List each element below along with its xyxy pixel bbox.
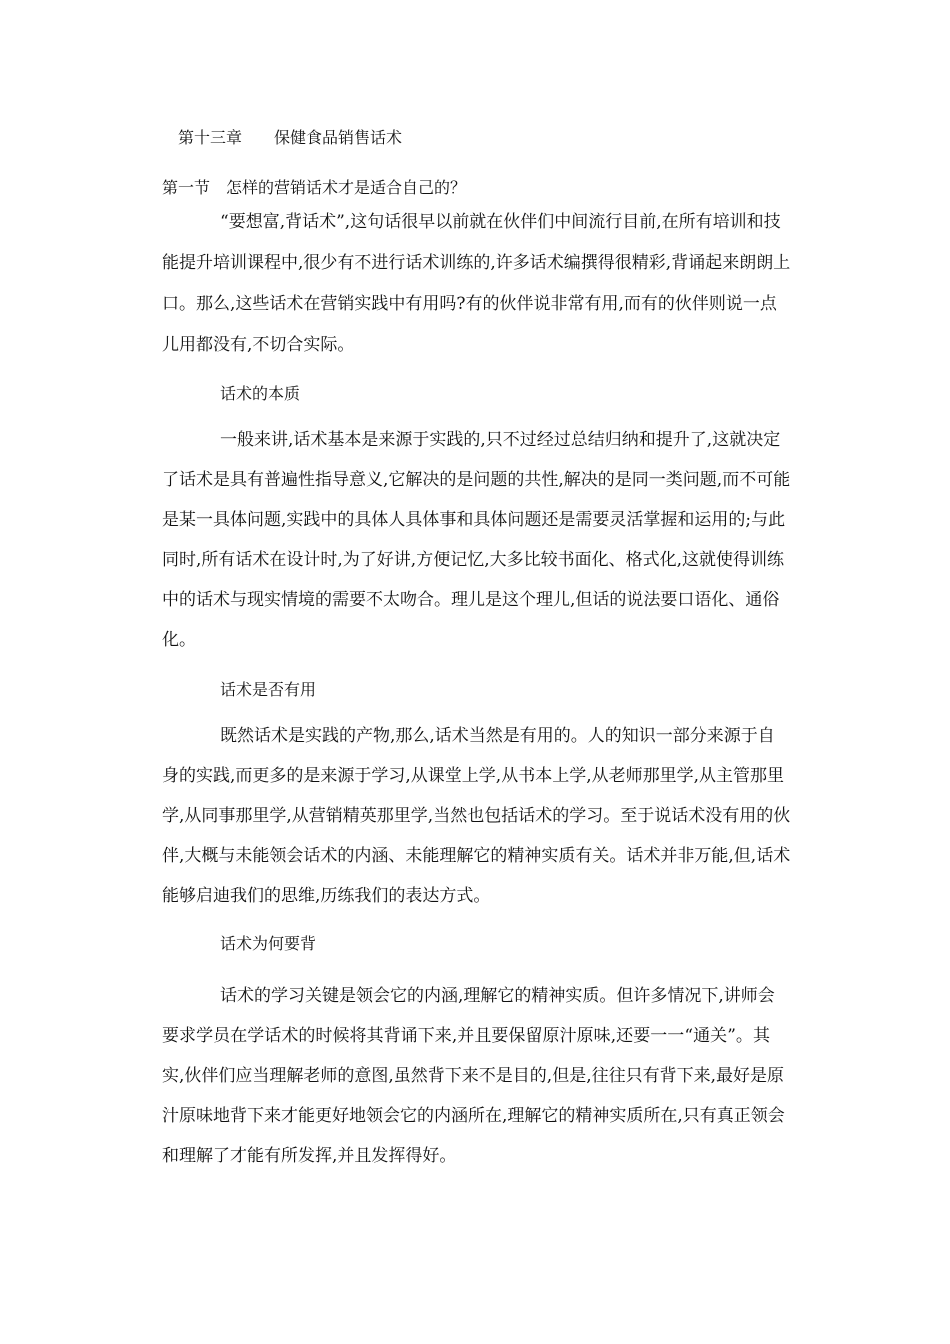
essence-line: 了话术是具有普遍性指导意义,它解决的是问题的共性,解决的是同一类问题,而不可能 — [162, 470, 791, 490]
useful-line: 伴,大概与未能领会话术的内涵、未能理解它的精神实质有关。话术并非万能,但,话术 — [162, 846, 791, 866]
essence-line: 是某一具体问题,实践中的具体人具体事和具体问题还是需要灵活掌握和运用的;与此 — [162, 510, 786, 530]
useful-line: 能够启迪我们的思维,历练我们的表达方式。 — [162, 886, 491, 906]
essence-line: 中的话术与现实情境的需要不太吻合。理儿是这个理儿,但话的说法要口语化、通俗 — [162, 590, 780, 610]
essence-line: 化。 — [162, 630, 196, 650]
recite-line: 实,伙伴们应当理解老师的意图,虽然背下来不是目的,但是,往往只有背下来,最好是原 — [162, 1066, 785, 1086]
essence-line: 一般来讲,话术基本是来源于实践的,只不过经过总结归纳和提升了,这就决定 — [220, 430, 781, 450]
heading-recite: 话术为何要背 — [220, 934, 317, 953]
intro-line: 口。那么,这些话术在营销实践中有用吗?有的伙伴说非常有用,而有的伙伴则说一点 — [162, 294, 777, 314]
intro-line: “要想富,背话术”,这句话很早以前就在伙伴们中间流行目前,在所有培训和技 — [220, 212, 781, 232]
useful-line: 身的实践,而更多的是来源于学习,从课堂上学,从书本上学,从老师那里学,从主管那里 — [162, 766, 785, 786]
useful-line: 学,从同事那里学,从营销精英那里学,当然也包括话术的学习。至于说话术没有用的伙 — [162, 806, 791, 826]
section-title: 第一节 怎样的营销话术才是适合自己的？ — [162, 178, 467, 197]
recite-line: 话术的学习关键是领会它的内涵,理解它的精神实质。但许多情况下,讲师会 — [220, 986, 775, 1006]
recite-line: 要求学员在学话术的时候将其背诵下来,并且要保留原汁原味,还要一一“通关”。其 — [162, 1026, 770, 1046]
intro-line: 能提升培训课程中,很少有不进行话术训练的,许多话术编撰得很精彩,背诵起来朗朗上 — [162, 253, 791, 273]
heading-essence: 话术的本质 — [220, 384, 301, 403]
intro-line: 儿用都没有,不切合实际。 — [162, 335, 355, 355]
chapter-title: 第十三章 保健食品销售话术 — [178, 128, 403, 147]
essence-line: 同时,所有话术在设计时,为了好讲,方便记忆,大多比较书面化、格式化,这就使得训练 — [162, 550, 785, 570]
recite-line: 和理解了才能有所发挥,并且发挥得好。 — [162, 1146, 457, 1166]
heading-useful: 话术是否有用 — [220, 680, 317, 699]
recite-line: 汁原味地背下来才能更好地领会它的内涵所在,理解它的精神实质所在,只有真正领会 — [162, 1106, 785, 1126]
useful-line: 既然话术是实践的产物,那么,话术当然是有用的。人的知识一部分来源于自 — [220, 726, 775, 746]
